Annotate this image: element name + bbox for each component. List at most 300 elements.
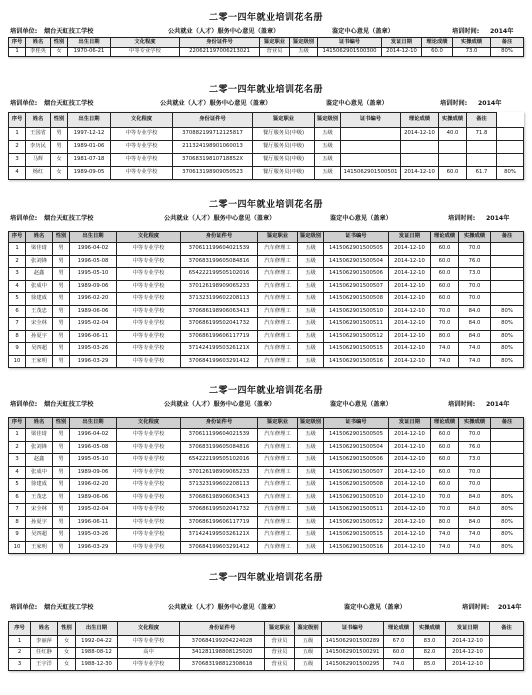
cell-name: 张成中 [26,280,53,293]
cell-level: 五级 [295,636,322,648]
table-row [9,466,524,479]
service-center-opinion: 公共就业（人才）服务中心意见（盖章） [160,100,272,107]
cell-remark [491,293,524,306]
cell-seq: 2 [9,441,26,454]
cell-name: 李桂英 [26,48,51,57]
col-header: 实操成绩 [459,418,491,429]
cell-education: 中等专业学校 [111,128,173,141]
training-unit-value: 烟台天虹技工学校 [44,604,94,611]
cell-cert-number: 1415062901500505 [324,243,389,256]
cell-birth-date: 1996-02-20 [70,479,117,492]
roster-table-5 [8,621,524,671]
cell-remark [491,280,524,293]
cell-seq: 1 [9,128,26,141]
cell-occupation: 汽车修理工 [258,429,298,442]
cell-issue-date: 2014-12-10 [389,318,431,331]
col-header: 出生日期 [68,113,111,128]
cell-seq: 2 [9,255,26,268]
col-header: 证书编号 [318,38,382,48]
training-unit-value: 烟台天虹技工学校 [44,100,94,107]
cell-education: 中等专业学校 [117,318,181,331]
cell-gender: 女 [58,659,76,671]
cell-occupation: 汽车修理工 [258,243,298,256]
cell-gender: 男 [53,280,70,293]
col-header: 姓名 [26,38,51,48]
cell-issue-date: 2014-12-10 [401,167,439,180]
cell-practice-score: 2014-12-10 [446,647,490,659]
cell-remark: 80% [491,504,524,517]
appraisal-center-opinion: 鉴定中心意见（盖章） [344,604,406,611]
cell-birth-date: 1995-03-26 [70,343,117,356]
cell-occupation: 汽车修理工 [258,293,298,306]
cell-education: 中等专业学校 [117,466,181,479]
cell-id-number: 220621197006213021 [180,48,260,57]
cell-seq: 9 [9,529,26,542]
training-unit-label: 培训单位: [10,215,38,222]
col-header: 出生日期 [70,418,117,429]
cell-gender: 男 [53,255,70,268]
table-row [9,647,524,659]
cell-practice-score: 61.7 [467,167,497,180]
table-row [9,529,524,542]
cell-id-number: 370126198909065233 [181,466,258,479]
cell-gender: 男 [53,429,70,442]
cell-level: 五级 [298,255,324,268]
cell-name: 吴四超 [26,529,53,542]
cell-birth-date: 1996-06-11 [70,330,117,343]
cell-issue-date: 2014-12-10 [389,541,431,554]
cell-occupation: 汽车修理工 [258,318,298,331]
service-center-opinion: 公共就业（人才）服务中心意见（盖章） [164,215,276,222]
training-time-value: 2014年 [498,604,522,611]
cell-level: 五级 [298,305,324,318]
col-header: 鉴定职业 [253,113,315,128]
table-row [9,516,524,529]
cell-occupation: 餐厅服务员(中级) [253,154,315,167]
training-time-label: 培训时间: [440,100,468,107]
cell-issue-date: 2014-12-10 [389,529,431,542]
table-row [9,479,524,492]
cell-seq: 1 [9,48,26,57]
col-header: 文化程度 [117,232,181,243]
cell-education: 中等专业学校 [117,504,181,517]
cell-occupation: 汽车修理工 [258,516,298,529]
cell-occupation: 餐厅服务员(中级) [253,128,315,141]
cell-seq: 3 [9,268,26,281]
cell-practice-score: 84.0 [459,305,491,318]
cell-remark [491,479,524,492]
cell-level: 五级 [298,516,324,529]
cell-name: 任红静 [31,647,58,659]
cell-education: 中等专业学校 [117,355,181,368]
appraisal-center-opinion: 鉴定中心意见（盖章） [332,28,394,35]
col-header: 备注 [490,622,524,636]
col-header: 身份证件号 [173,113,253,128]
cell-education: 中等专业学校 [117,305,181,318]
cell-gender: 男 [53,491,70,504]
col-header: 实操成绩 [459,232,491,243]
cell-seq: 10 [9,355,26,368]
roster-title: 二零一四年就业培训花名册 [208,200,323,210]
col-header: 证书编号 [322,622,384,636]
cell-level: 五级 [298,293,324,306]
cell-id-number: 370882199712125817 [173,128,253,141]
cell-cert-number: 1415062901500295 [322,659,384,671]
cell-cert-number [341,128,401,141]
cell-id-number: 370686199502041732 [181,318,258,331]
training-unit-label: 培训单位: [10,401,38,408]
table-row [9,154,524,167]
cell-theory-score: 74.0 [431,355,459,368]
cell-gender: 男 [53,305,70,318]
cell-practice-score: 84.0 [459,516,491,529]
col-header: 身份证件号 [180,622,265,636]
roster-table-3 [8,231,524,368]
cell-practice-score: 73.0 [459,268,491,281]
col-header: 证书编号 [341,113,401,128]
roster-table-4 [8,417,524,554]
cell-occupation: 汽车修理工 [258,268,298,281]
cell-cert-number: 1415062901500508 [324,293,389,306]
col-header: 理论成绩 [401,113,439,128]
cell-id-number: 370683199605084816 [181,255,258,268]
cell-practice-score: 74.0 [459,541,491,554]
cell-remark: 80% [491,343,524,356]
cell-education: 中等专业学校 [111,154,173,167]
cell-theory-score: 74.0 [431,529,459,542]
cell-seq: 10 [9,541,26,554]
cell-level: 五级 [298,429,324,442]
cell-theory-score: 82.0 [414,647,446,659]
cell-level: 五级 [298,491,324,504]
cell-theory-score: 83.0 [414,636,446,648]
col-header: 鉴定级别 [290,38,318,48]
col-header: 备注 [491,418,524,429]
cell-practice-score: 2014-12-10 [446,636,490,648]
cell-name: 王家明 [26,355,53,368]
col-header: 发证日期 [382,38,422,48]
cell-level: 五级 [298,280,324,293]
cell-issue-date: 2014-12-10 [389,516,431,529]
cell-gender: 男 [53,330,70,343]
col-header: 证书编号 [324,418,389,429]
cell-practice-score: 84.0 [459,504,491,517]
cell-birth-date: 1996-05-08 [70,441,117,454]
col-header: 鉴定级别 [295,622,322,636]
cell-cert-number: 1415062901500516 [324,355,389,368]
cell-occupation: 营业员 [265,636,295,648]
cell-seq: 6 [9,305,26,318]
cell-education: 中等专业学校 [117,255,181,268]
cell-occupation: 汽车修理工 [258,454,298,467]
roster-meta [0,601,532,612]
cell-cert-number [341,141,401,154]
col-header: 证书编号 [324,232,389,243]
cell-remark [491,441,524,454]
cell-issue-date: 2014-12-10 [389,491,431,504]
col-header: 姓名 [31,622,58,636]
table-row [9,491,524,504]
cell-gender: 女 [58,647,76,659]
table-row [9,48,524,57]
roster-title: 二零一四年就业培训花名册 [208,85,323,95]
training-time-value: 2014年 [486,401,510,408]
cell-theory-score: 60.0 [431,280,459,293]
cell-issue-date: 2014-12-10 [389,429,431,442]
roster-meta [0,212,532,223]
cell-education: 中等专业学校 [111,48,180,57]
cell-gender: 男 [53,318,70,331]
col-header: 备注 [491,38,524,48]
cell-issue-date: 74.0 [384,659,414,671]
table-row [9,355,524,368]
cell-seq: 2 [9,141,26,154]
cell-occupation: 汽车修理工 [258,529,298,542]
cell-name: 李历民 [26,141,51,154]
roster-table-2 [8,112,524,180]
cell-issue-date: 2014-12-10 [389,479,431,492]
table-row [9,243,524,256]
cell-occupation: 餐厅服务员(中级) [253,167,315,180]
col-header: 鉴定职业 [258,418,298,429]
cell-remark: 80% [497,167,524,180]
col-header: 发证日期 [389,232,431,243]
cell-gender: 男 [53,541,70,554]
cell-theory-score: 60.0 [422,48,453,57]
training-unit-value: 烟台天虹技工学校 [44,215,94,222]
cell-issue-date: 2014-12-10 [389,255,431,268]
training-unit-label: 培训单位: [10,604,38,611]
cell-occupation: 营业员 [265,647,295,659]
cell-birth-date: 1996-02-20 [70,293,117,306]
cell-theory-score: 60.0 [431,479,459,492]
cell-issue-date: 67.0 [384,636,414,648]
cell-remark: 80% [491,491,524,504]
cell-cert-number: 1415062901500516 [324,541,389,554]
cell-id-number: 370686199606117719 [181,330,258,343]
cell-remark: 80% [491,48,524,57]
cell-theory-score: 60.0 [431,268,459,281]
col-header: 姓名 [26,418,53,429]
col-header: 实操成绩 [439,113,467,128]
cell-theory-score: 40.0 [439,128,467,141]
cell-gender: 女 [58,636,76,648]
cell-gender: 男 [51,128,68,141]
cell-level: 五级 [298,479,324,492]
cell-occupation: 汽车修理工 [258,479,298,492]
roster-meta [0,97,532,108]
cell-id-number: 370686199502041732 [181,504,258,517]
col-header: 身份证件号 [180,38,260,48]
cell-issue-date: 2014-12-10 [389,355,431,368]
cell-seq: 5 [9,293,26,306]
cell-occupation: 营业员 [265,659,295,671]
cell-seq: 3 [9,154,26,167]
col-header: 实操成绩 [453,38,491,48]
cell-name: 赵鑫 [26,454,53,467]
roster-title: 二零一四年就业培训花名册 [208,13,323,23]
cell-seq: 3 [9,659,31,671]
cell-practice-score [467,154,497,167]
cell-occupation: 营业员 [260,48,290,57]
cell-birth-date: 1989-06-06 [70,305,117,318]
cell-level: 五级 [315,154,341,167]
cell-cert-number: 1415062901500510 [324,491,389,504]
cell-theory-score: 60.0 [431,441,459,454]
cell-occupation: 汽车修理工 [258,491,298,504]
cell-birth-date: 1995-05-10 [70,268,117,281]
cell-id-number: 654222199505102016 [181,454,258,467]
cell-issue-date: 2014-12-10 [389,343,431,356]
cell-birth-date: 1996-06-11 [70,516,117,529]
cell-remark [491,268,524,281]
cell-theory-score: 80.0 [431,516,459,529]
cell-level: 五级 [298,466,324,479]
cell-id-number: 211324198901060013 [173,141,253,154]
cell-seq: 1 [9,429,26,442]
cell-seq: 1 [9,636,31,648]
cell-practice-score: 84.0 [459,491,491,504]
cell-remark [491,255,524,268]
cell-practice-score: 84.0 [459,318,491,331]
cell-name: 吴四超 [26,343,53,356]
col-header: 文化程度 [117,418,181,429]
table-row [9,255,524,268]
cell-cert-number: 1415062901500515 [324,343,389,356]
cell-occupation: 汽车修理工 [258,441,298,454]
cell-practice-score: 73.0 [459,454,491,467]
cell-cert-number: 1415062901500504 [324,255,389,268]
cell-theory-score: 70.0 [431,504,459,517]
col-header: 序号 [9,232,26,243]
col-header: 备注 [467,113,497,128]
cell-issue-date: 2014-12-10 [389,243,431,256]
cell-seq: 6 [9,491,26,504]
cell-birth-date: 1995-05-10 [70,454,117,467]
cell-seq: 8 [9,330,26,343]
cell-education: 中等专业学校 [117,343,181,356]
table-row [9,636,524,648]
cell-birth-date: 1997-12-12 [68,128,111,141]
cell-remark [490,659,524,671]
cell-practice-score: 76.0 [459,441,491,454]
cell-occupation: 汽车修理工 [258,330,298,343]
cell-education: 中等专业学校 [117,516,181,529]
cell-birth-date: 1996-04-02 [70,243,117,256]
cell-education: 中等专业学校 [117,280,181,293]
cell-name: 杨红 [26,167,51,180]
cell-theory-score: 60.0 [431,429,459,442]
cell-practice-score: 71.8 [467,128,497,141]
cell-name: 孙夏宇 [26,330,53,343]
cell-name: 王茂忠 [26,305,53,318]
cell-theory-score: 60.0 [431,243,459,256]
cell-remark: 80% [491,541,524,554]
cell-occupation: 汽车修理工 [258,466,298,479]
cell-id-number: 341281198808125020 [180,647,265,659]
cell-level: 五级 [298,330,324,343]
table-row [9,541,524,554]
cell-issue-date: 2014-12-10 [389,293,431,306]
cell-cert-number: 1415062901500300 [318,48,382,57]
cell-id-number: 654222199505102016 [181,268,258,281]
cell-practice-score: 74.0 [459,343,491,356]
col-header: 出生日期 [68,38,111,48]
col-header: 性别 [58,622,76,636]
cell-gender: 男 [53,243,70,256]
cell-birth-date: 1992-04-22 [76,636,118,648]
cell-name: 梁佳琦 [26,243,53,256]
col-header: 性别 [51,38,68,48]
cell-id-number: 371323199602208113 [181,293,258,306]
cell-remark [490,647,524,659]
roster-section-2 [0,84,532,108]
cell-level: 五级 [298,529,324,542]
training-time-label: 培训时间: [462,604,490,611]
cell-education: 中等专业学校 [117,541,181,554]
service-center-opinion: 公共就业（人才）服务中心意见（盖章） [164,401,276,408]
col-header: 文化程度 [118,622,180,636]
table-row [9,167,524,180]
cell-birth-date: 1996-03-29 [70,355,117,368]
cell-remark [497,141,524,154]
training-time-value: 2014年 [478,100,502,107]
col-header: 发证日期 [389,418,431,429]
cell-gender: 男 [53,529,70,542]
cell-issue-date: 2014-12-10 [389,441,431,454]
col-header: 鉴定职业 [258,232,298,243]
cell-education: 中等专业学校 [117,479,181,492]
cell-theory-score: 80.0 [431,330,459,343]
cell-remark: 80% [491,318,524,331]
roster-meta [0,25,532,36]
cell-issue-date: 60.0 [384,647,414,659]
cell-issue-date: 2014-12-10 [389,454,431,467]
cell-cert-number: 1415062901500512 [324,330,389,343]
cell-education: 中等专业学校 [117,441,181,454]
cell-name: 孙夏宇 [26,516,53,529]
cell-remark [497,154,524,167]
cell-seq: 7 [9,318,26,331]
cell-gender: 男 [53,504,70,517]
cell-name: 徐建成 [26,479,53,492]
cell-birth-date: 1989-09-05 [68,167,111,180]
cell-level: 五级 [298,441,324,454]
cell-education: 中等专业学校 [111,141,173,154]
cell-education: 中等专业学校 [117,330,181,343]
cell-remark [491,429,524,442]
cell-seq: 5 [9,479,26,492]
cell-cert-number: 1415062901500510 [324,305,389,318]
cell-birth-date: 1996-05-08 [70,255,117,268]
cell-birth-date: 1989-01-06 [68,141,111,154]
cell-id-number: 37142419950326121X [181,343,258,356]
col-header: 鉴定级别 [315,113,341,128]
cell-seq: 7 [9,504,26,517]
cell-id-number: 370611199604021539 [181,429,258,442]
training-time-label: 培训时间: [448,215,476,222]
cell-gender: 男 [53,441,70,454]
cell-education: 中等专业学校 [117,529,181,542]
cell-gender: 男 [53,355,70,368]
cell-id-number: 370686199606117719 [181,516,258,529]
service-center-opinion: 公共就业（人才）服务中心意见（盖章） [168,604,280,611]
cell-cert-number: 1415062901500505 [324,429,389,442]
cell-name: 张刘锋 [26,255,53,268]
roster-title: 二零一四年就业培训花名册 [208,573,323,583]
table-row [9,343,524,356]
cell-theory-score: 60.0 [439,167,467,180]
